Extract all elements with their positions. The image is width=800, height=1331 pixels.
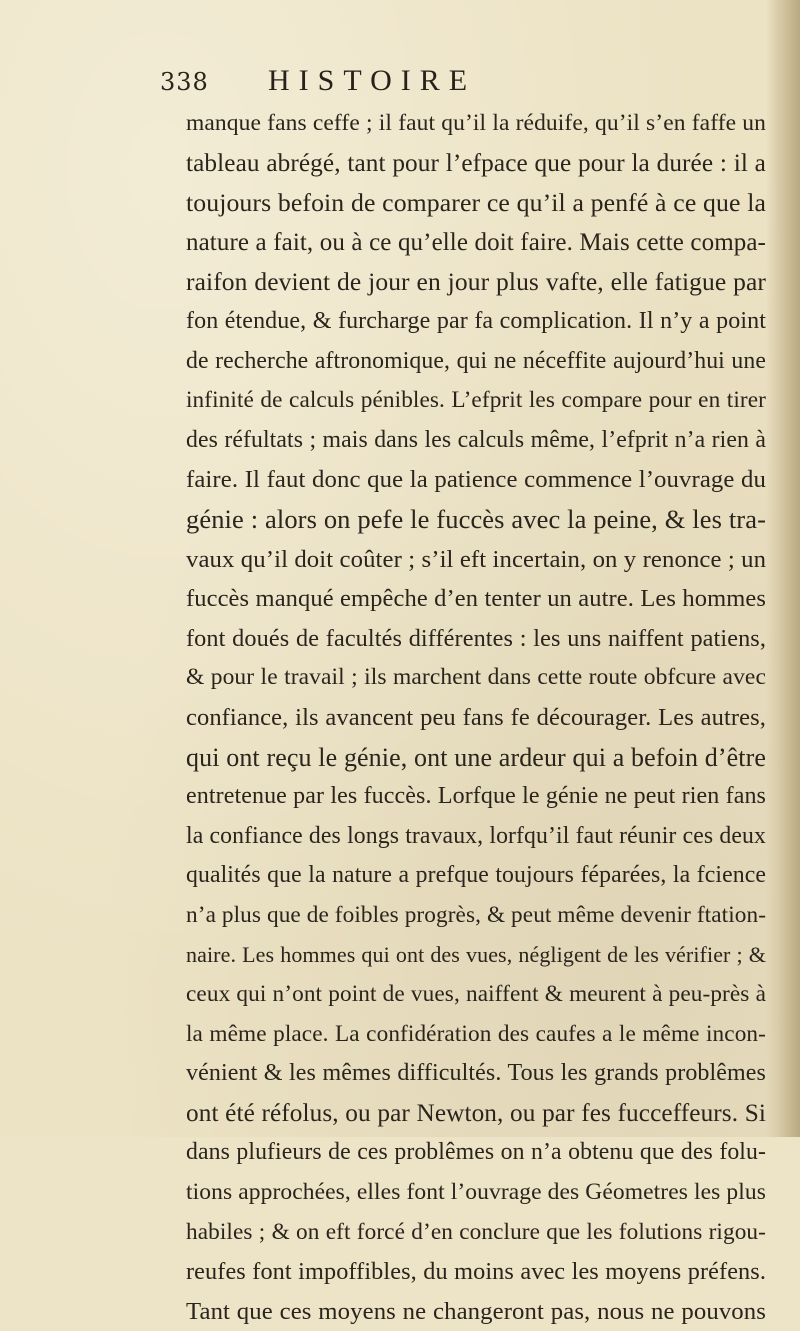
text-line: vaux qu’il doit coûter ; s’il eft incertain, on y renonce ; un bbox=[186, 545, 767, 573]
text-line: vénient & les mêmes difficultés. Tous les grands problêmes bbox=[186, 1060, 766, 1087]
text-line: ceux qui n’ont point de vues, naiffent & meurent à peu-près à bbox=[186, 981, 766, 1008]
text-line: fuccès manqué empêche d’en tenter un autre. Les hommes bbox=[186, 585, 766, 613]
page-edge-shadow bbox=[766, 0, 800, 1137]
text-line: tions approchées, elles font l’ouvrage des Géometres les plus bbox=[186, 1179, 766, 1206]
text-line: de recherche aftronomique, qui ne néceffite aujourd’hui une bbox=[186, 347, 766, 374]
text-line: nature a fait, ou à ce qu’elle doit faire. Mais cette compa- bbox=[186, 228, 766, 256]
text-line: naire. Les hommes qui ont des vues, négligent de les vérifier ; & bbox=[186, 942, 766, 968]
text-line: & pour le travail ; ils marchent dans cette route obfcure avec bbox=[186, 664, 766, 691]
text-line: Tant que ces moyens ne changeront pas, nous ne pouvons bbox=[186, 1297, 766, 1325]
text-line: font doués de facultés différentes : les uns naiffent patiens, bbox=[186, 624, 766, 652]
body-text bbox=[186, 104, 766, 1331]
text-line: ont été réfolus, ou par Newton, ou par fes fucceffeurs. Si bbox=[186, 1098, 766, 1127]
text-line: des réfultats ; mais dans les calculs même, l’efprit n’a rien à bbox=[186, 426, 766, 453]
text-line: la confiance des longs travaux, lorfqu’il faut réunir ces deux bbox=[186, 822, 766, 849]
text-line: raifon devient de jour en jour plus vafte, elle fatigue par bbox=[186, 267, 766, 297]
text-line: dans plufieurs de ces problêmes on n’a obtenu que des folu- bbox=[186, 1139, 766, 1166]
text-line: la même place. La confidération des caufes a le même incon- bbox=[186, 1020, 766, 1047]
text-line: faire. Il faut donc que la patience commence l’ouvrage du bbox=[186, 466, 766, 494]
text-line: toujours befoin de comparer ce qu’il a penfé à ce que la bbox=[186, 188, 766, 218]
text-line: confiance, ils avancent peu fans fe décourager. Les autres, bbox=[186, 703, 766, 731]
running-head: HISTOIRE bbox=[268, 64, 477, 97]
text-line: qualités que la nature a prefque toujours féparées, la fcience bbox=[186, 862, 766, 889]
text-line: habiles ; & on eft forcé d’en conclure que les folutions rigou- bbox=[186, 1218, 766, 1245]
text-line: entretenue par les fuccès. Lorfque le génie ne peut rien fans bbox=[186, 783, 766, 810]
text-line: fon étendue, & furcharge par fa complication. Il n’y a point bbox=[186, 307, 766, 334]
text-line: génie : alors on pefe le fuccès avec la peine, & les tra- bbox=[186, 503, 766, 534]
text-line: manque fans ceffe ; il faut qu’il la réduife, qu’il s’en faffe un bbox=[186, 110, 766, 136]
text-line: tableau abrégé, tant pour l’efpace que pour la durée : il a bbox=[186, 148, 766, 177]
text-line: qui ont reçu le génie, ont une ardeur qui a befoin d’être bbox=[186, 742, 766, 772]
page-header bbox=[160, 64, 720, 104]
text-line: n’a plus que de foibles progrès, & peut même devenir ftation- bbox=[186, 901, 767, 928]
text-line: reufes font impoffibles, du moins avec les moyens préfens. bbox=[186, 1258, 766, 1286]
text-line: infinité de calculs pénibles. L’efprit les compare pour en tirer bbox=[186, 387, 766, 414]
page-number: 338 bbox=[160, 68, 209, 96]
